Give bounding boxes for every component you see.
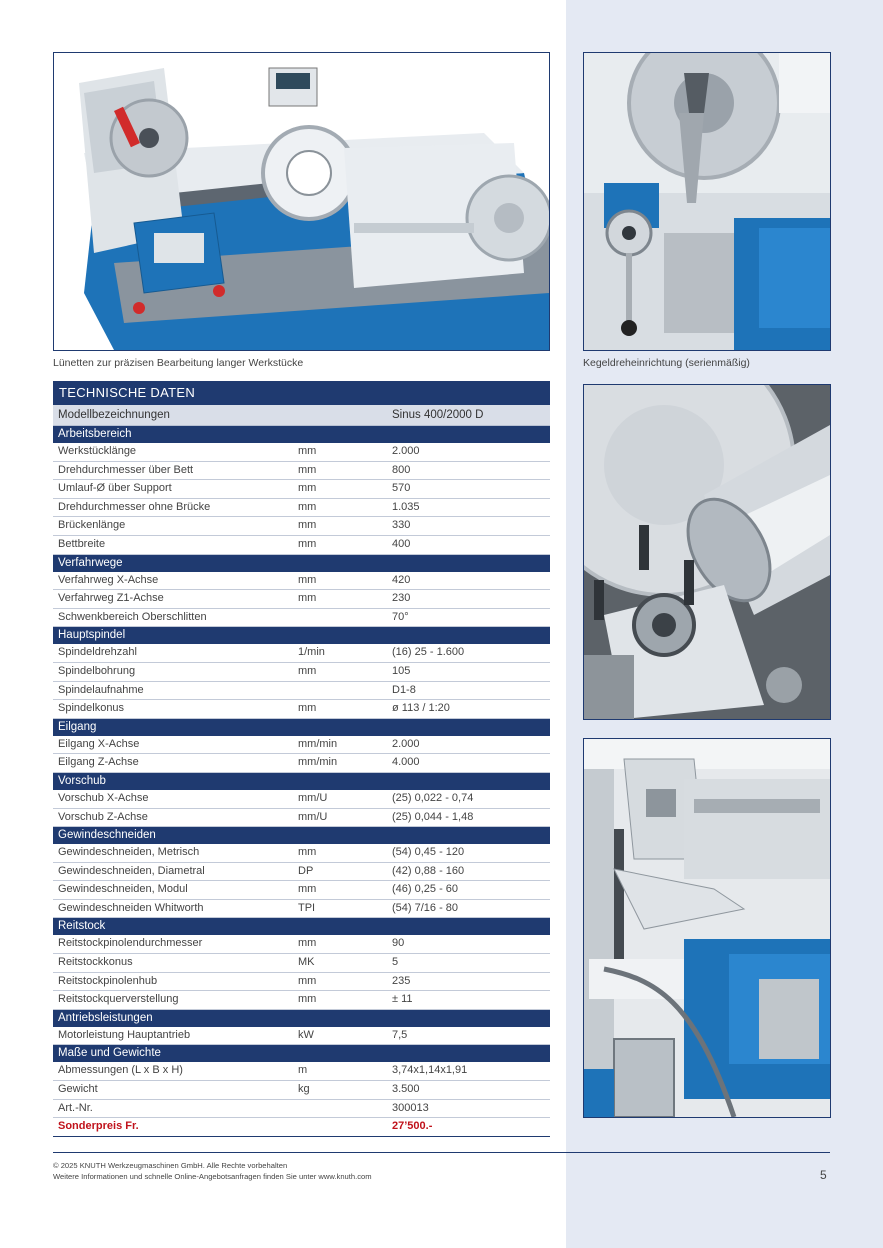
price-row [53, 1118, 550, 1137]
spec-label: Werkstücklänge [58, 445, 137, 457]
spec-value: 7,5 [392, 1028, 408, 1041]
spec-value: (46) 0,25 - 60 [392, 883, 459, 896]
spec-row [53, 954, 550, 973]
spec-label: Brückenlänge [58, 519, 126, 532]
spec-value: 400 [392, 537, 411, 550]
workpiece-machining-photo [583, 384, 831, 720]
spec-body [53, 426, 550, 1118]
spec-row [53, 536, 550, 555]
spec-model-header [53, 405, 550, 426]
spec-unit: mm [298, 883, 317, 896]
spec-value: ø 113 / 1:20 [392, 702, 450, 715]
spec-section-header: Maße und Gewichte [53, 1045, 550, 1062]
spec-label: Spindeldrehzahl [58, 646, 137, 659]
page-number: 5 [820, 1168, 827, 1182]
spec-value: 420 [392, 573, 411, 586]
spec-row [53, 754, 550, 773]
spec-section-header: Eilgang [53, 719, 550, 736]
model-value: Sinus 400/2000 D [392, 409, 484, 421]
copyright-text: © 2025 KNUTH Werkzeugmaschinen GmbH. Alle Rechte vorbehalten [53, 1161, 288, 1170]
price-value: 27’500.- [392, 1120, 433, 1133]
spec-value: 70° [392, 610, 409, 623]
lathe-steady-rest-photo [53, 52, 550, 351]
spec-row [53, 973, 550, 992]
spec-unit: mm/U [298, 791, 328, 804]
spec-value: D1-8 [392, 683, 416, 696]
spec-unit: mm [298, 482, 317, 495]
spec-label: Schwenkbereich Oberschlitten [58, 610, 207, 623]
spec-label: Reitstockquerverstellung [58, 993, 179, 1006]
spec-value: (42) 0,88 - 160 [392, 864, 465, 877]
spec-label: Gewindeschneiden, Diametral [58, 864, 205, 877]
footer-info-text: Weitere Informationen und schnelle Online-Angebotsanfragen finden Sie unter www.knuth.com [53, 1171, 372, 1181]
spec-row [53, 863, 550, 882]
spec-label: Art.-Nr. [58, 1101, 93, 1114]
spec-value: 800 [392, 463, 411, 476]
spec-value: 230 [392, 592, 411, 605]
spec-unit: mm [298, 537, 317, 550]
spec-unit: kW [298, 1028, 314, 1041]
spec-row [53, 935, 550, 954]
spec-unit: MK [298, 956, 315, 969]
spec-row [53, 609, 550, 628]
spec-unit: TPI [298, 901, 316, 914]
technical-data-table [53, 381, 550, 1137]
spec-label: Motorleistung Hauptantrieb [58, 1028, 191, 1041]
spec-label: Drehdurchmesser über Bett [58, 463, 194, 476]
spec-row [53, 1062, 550, 1081]
left-photo-caption: Lünetten zur präzisen Bearbeitung langer Werkstücke [53, 357, 304, 369]
spec-section-header: Arbeitsbereich [53, 426, 550, 443]
spec-row [53, 736, 550, 755]
spec-unit: mm [298, 702, 317, 715]
spec-value: 4.000 [392, 756, 420, 769]
spec-row [53, 590, 550, 609]
spec-section-header: Reitstock [53, 918, 550, 935]
spec-section-header: Gewindeschneiden [53, 827, 550, 844]
spec-section-header: Antriebsleistungen [53, 1010, 550, 1027]
spec-label: Spindelkonus [58, 702, 125, 715]
spec-value: ± 11 [392, 993, 413, 1006]
taper-attachment-photo [583, 52, 831, 351]
spec-unit: mm [298, 519, 317, 532]
spec-row [53, 499, 550, 518]
spec-unit: mm/min [298, 756, 338, 769]
footer [53, 1161, 372, 1182]
spec-label: Spindelbohrung [58, 664, 136, 677]
spec-row [53, 1081, 550, 1100]
spec-row [53, 572, 550, 591]
spec-value: 300013 [392, 1101, 429, 1114]
spec-label: Abmessungen (L x B x H) [58, 1064, 183, 1077]
spec-row [53, 517, 550, 536]
spec-unit: mm [298, 573, 317, 586]
spec-value: (54) 0,45 - 120 [392, 846, 465, 859]
spec-label: Gewindeschneiden, Modul [58, 883, 188, 896]
spec-value: 5 [392, 956, 399, 969]
spec-label: Spindelaufnahme [58, 683, 144, 696]
spec-label: Gewicht [58, 1083, 98, 1096]
spec-label: Verfahrweg Z1-Achse [58, 592, 164, 605]
spec-row [53, 443, 550, 462]
spec-label: Eilgang X-Achse [58, 737, 140, 750]
spec-value: 2.000 [392, 445, 420, 457]
spec-label: Vorschub X-Achse [58, 791, 149, 804]
spec-unit: mm [298, 846, 317, 859]
spec-unit: mm [298, 445, 317, 457]
spec-label: Gewindeschneiden, Metrisch [58, 846, 200, 859]
spec-unit: m [298, 1064, 308, 1077]
spec-label: Reitstockpinolenhub [58, 974, 158, 987]
spec-value: 3,74x1,14x1,91 [392, 1064, 468, 1077]
spec-value: 105 [392, 664, 411, 677]
spec-row [53, 881, 550, 900]
carriage-tailstock-photo [583, 738, 831, 1118]
spec-unit: mm [298, 974, 317, 987]
spec-row [53, 844, 550, 863]
spec-unit: mm [298, 993, 317, 1006]
spec-section-header: Verfahrwege [53, 555, 550, 572]
spec-value: (54) 7/16 - 80 [392, 901, 459, 914]
spec-unit: mm [298, 592, 317, 605]
spec-value: 3.500 [392, 1083, 420, 1096]
spec-row [53, 682, 550, 701]
spec-unit: 1/min [298, 646, 325, 659]
spec-unit: mm/U [298, 810, 328, 823]
spec-label: Verfahrweg X-Achse [58, 573, 159, 586]
spec-unit: mm [298, 463, 317, 476]
spec-value: (25) 0,044 - 1,48 [392, 810, 474, 823]
spec-unit: mm [298, 937, 317, 950]
spec-label: Eilgang Z-Achse [58, 756, 139, 769]
spec-unit: mm [298, 500, 317, 513]
spec-unit: DP [298, 864, 314, 877]
spec-value: (16) 25 - 1.600 [392, 646, 465, 659]
spec-label: Reitstockpinolendurchmesser [58, 937, 203, 950]
spec-label: Vorschub Z-Achse [58, 810, 148, 823]
spec-section-header: Hauptspindel [53, 627, 550, 644]
spec-row [53, 644, 550, 663]
spec-row [53, 790, 550, 809]
spec-label: Gewindeschneiden Whitworth [58, 901, 204, 914]
spec-row [53, 1100, 550, 1119]
spec-row [53, 663, 550, 682]
footer-divider [53, 1152, 830, 1153]
spec-unit: mm [298, 664, 317, 677]
spec-value: 570 [392, 482, 411, 495]
spec-value: (25) 0,022 - 0,74 [392, 791, 474, 804]
spec-value: 1.035 [392, 500, 420, 513]
spec-row [53, 809, 550, 828]
price-label: Sonderpreis Fr. [58, 1120, 139, 1133]
spec-row [53, 462, 550, 481]
model-label: Modellbezeichnungen [58, 409, 170, 421]
spec-value: 235 [392, 974, 411, 987]
spec-label: Reitstockkonus [58, 956, 133, 969]
spec-title: TECHNISCHE DATEN [53, 381, 550, 405]
spec-value: 330 [392, 519, 411, 532]
right-photo-caption: Kegeldreheinrichtung (serienmäßig) [583, 357, 750, 369]
spec-unit: mm/min [298, 737, 338, 750]
spec-unit: kg [298, 1083, 310, 1096]
spec-label: Umlauf-Ø über Support [58, 482, 172, 495]
spec-row [53, 1027, 550, 1046]
spec-row [53, 900, 550, 919]
spec-label: Drehdurchmesser ohne Brücke [58, 500, 211, 513]
spec-section-header: Vorschub [53, 773, 550, 790]
spec-label: Bettbreite [58, 537, 106, 550]
spec-value: 90 [392, 937, 405, 950]
spec-value: 2.000 [392, 737, 420, 750]
spec-row [53, 700, 550, 719]
spec-row [53, 991, 550, 1010]
spec-row [53, 480, 550, 499]
